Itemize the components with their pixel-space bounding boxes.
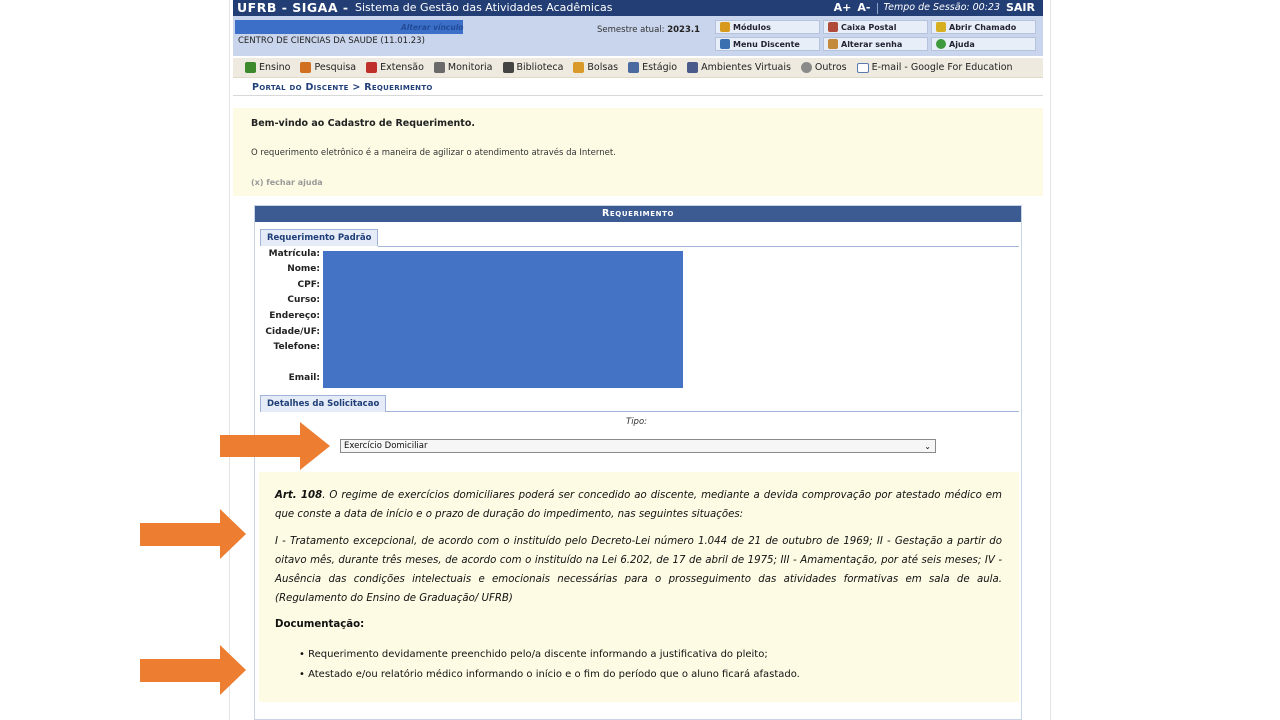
menu-ensino-label: Ensino: [259, 62, 291, 73]
menu-bolsas-label: Bolsas: [587, 62, 619, 73]
doc-item-2-text: Atestado e/ou relatório médico informando o início e o fim do período que o aluno ficará afastado.: [308, 669, 800, 680]
abrir-chamado-button[interactable]: [931, 20, 1036, 34]
ajuda-label: Ajuda: [949, 39, 975, 49]
outros-icon: [801, 62, 812, 73]
menu-icon: [720, 39, 730, 49]
menu-email[interactable]: [857, 62, 1013, 73]
current-semester: [597, 25, 700, 35]
tipo-select[interactable]: [340, 439, 936, 453]
tipo-selected-value: Exercício Domiciliar: [344, 441, 428, 451]
article-paragraph: [275, 486, 1002, 524]
top-bar: [233, 0, 1043, 16]
label-email: Email:: [288, 373, 320, 383]
regulation-box: [259, 472, 1019, 702]
menu-estagio-label: Estágio: [642, 62, 678, 73]
help-icon: [936, 39, 946, 49]
label-endereco: Endereço:: [269, 311, 320, 321]
documentation-title: Documentação:: [275, 619, 365, 630]
arrow-icon: [140, 645, 248, 697]
doc-item-2: • Atestado e/ou relatório médico informando o início e o fim do período que o aluno ficará afastado.: [299, 669, 800, 680]
arrow-icon: [140, 509, 248, 561]
menu-biblioteca-label: Biblioteca: [516, 62, 564, 73]
password-icon: [828, 39, 838, 49]
arrow-icon: [220, 422, 332, 472]
label-nome: Nome:: [287, 264, 320, 274]
ambientes-icon: [687, 62, 698, 73]
menu-email-label: E-mail - Google For Education: [871, 62, 1013, 73]
help-title: Bem-vindo ao Cadastro de Requerimento.: [251, 118, 475, 129]
main-menu: [233, 58, 1043, 78]
pesquisa-icon: [300, 62, 311, 73]
menu-outros-label: Outros: [814, 62, 847, 73]
extensao-icon: [366, 62, 377, 73]
menu-monitoria-label: Monitoria: [447, 62, 493, 73]
tab-divider: [378, 246, 1019, 247]
menu-discente-button[interactable]: [715, 37, 820, 51]
tipo-label: Tipo:: [626, 417, 648, 427]
menu-extensao-label: Extensão: [380, 62, 424, 73]
modulos-button[interactable]: [715, 20, 820, 34]
semester-label: Semestre atual:: [597, 25, 665, 35]
label-matricula: Matrícula:: [268, 249, 320, 259]
help-text: O requerimento eletrônico é a maneira de agilizar o atendimento através da Internet.: [251, 148, 616, 158]
modulos-label: Módulos: [733, 22, 771, 32]
biblioteca-icon: [503, 62, 514, 73]
label-telefone: Telefone:: [273, 342, 320, 352]
doc-item-1: • Requerimento devidamente preenchido pelo/a discente informando a justificativa do pleito;: [299, 649, 768, 660]
app-name: UFRB - SIGAA -: [237, 0, 349, 15]
semester-value: 2023.1: [667, 25, 701, 35]
ensino-icon: [245, 62, 256, 73]
menu-pesquisa[interactable]: [300, 62, 356, 73]
font-decrease-button[interactable]: A-: [857, 1, 871, 14]
tab-requerimento-padrao[interactable]: Requerimento Padrão: [260, 229, 378, 246]
menu-monitoria[interactable]: [434, 62, 493, 73]
article-items: I - Tratamento excepcional, de acordo com o instituído pelo Decreto-Lei número 1.044 de 21 de outubro de 1969; II - Gestação a partir do oitavo mês, durante três meses, de acordo com o instituído na Lei 6.202, de 17 de abril de 1975; III - Amamentação, por até seis meses; IV - Ausência das condições intelectuais e emocionais necessárias para o prosseguimento das atividades formativas em sala de aula. (Regulamento do Ensino de Graduação/ UFRB): [275, 536, 1002, 604]
divider: [877, 3, 878, 14]
alterar-senha-label: Alterar senha: [841, 39, 903, 49]
email-icon: [857, 63, 869, 73]
font-increase-button[interactable]: A+: [833, 1, 852, 14]
article-text: . O regime de exercícios domiciliares poderá ser concedido ao discente, mediante a devida comprovação por atestado médico em que conste a data de início e o prazo de duração do impedimento, nas seguintes situações:: [275, 490, 1002, 520]
menu-bolsas[interactable]: [573, 62, 618, 73]
modules-icon: [720, 22, 730, 32]
label-curso: Curso:: [287, 295, 320, 305]
close-help-link[interactable]: (x) fechar ajuda: [251, 178, 323, 187]
panel-title: Requerimento: [255, 206, 1021, 222]
abrir-chamado-label: Abrir Chamado: [949, 22, 1017, 32]
tab-detalhes-solicitacao[interactable]: Detalhes da Solicitacao: [260, 395, 386, 412]
top-bar-actions: [834, 0, 1035, 16]
mailbox-icon: [828, 22, 838, 32]
ajuda-button[interactable]: [931, 37, 1036, 51]
tab-divider: [385, 411, 1019, 412]
menu-ambientes-virtuais[interactable]: [687, 62, 791, 73]
logout-button[interactable]: SAIR: [1006, 1, 1035, 14]
quick-actions: [715, 20, 1036, 51]
chevron-down-icon: ⌄: [924, 442, 931, 451]
label-cidade-uf: Cidade/UF:: [265, 327, 320, 337]
ticket-icon: [936, 22, 946, 32]
help-box: [233, 108, 1043, 196]
breadcrumb: Portal do Discente > Requerimento: [233, 79, 1043, 96]
menu-ambientes-label: Ambientes Virtuais: [701, 62, 791, 73]
info-bar: [233, 16, 1043, 56]
session-timer: Tempo de Sessão: 00:23: [883, 2, 1000, 13]
menu-biblioteca[interactable]: [503, 62, 564, 73]
alterar-senha-button[interactable]: [823, 37, 928, 51]
system-name: Sistema de Gestão das Atividades Acadêmicas: [355, 1, 613, 14]
doc-item-1-text: Requerimento devidamente preenchido pelo/a discente informando a justificativa do pleito;: [308, 649, 768, 660]
menu-pesquisa-label: Pesquisa: [314, 62, 357, 73]
article-number: Art. 108: [275, 490, 323, 501]
menu-outros[interactable]: [801, 62, 847, 73]
menu-estagio[interactable]: [628, 62, 677, 73]
menu-ensino[interactable]: [245, 62, 290, 73]
label-cpf: CPF:: [297, 280, 320, 290]
caixa-postal-label: Caixa Postal: [841, 22, 897, 32]
bolsas-icon: [573, 62, 584, 73]
menu-extensao[interactable]: [366, 62, 424, 73]
caixa-postal-button[interactable]: [823, 20, 928, 34]
estagio-icon: [628, 62, 639, 73]
monitoria-icon: [434, 62, 445, 73]
menu-discente-label: Menu Discente: [733, 39, 800, 49]
alterar-vinculo-link[interactable]: Alterar vínculo: [401, 23, 464, 32]
unit-name: CENTRO DE CIENCIAS DA SAUDE (11.01.23): [238, 36, 425, 46]
redacted-student-info: [323, 251, 683, 388]
